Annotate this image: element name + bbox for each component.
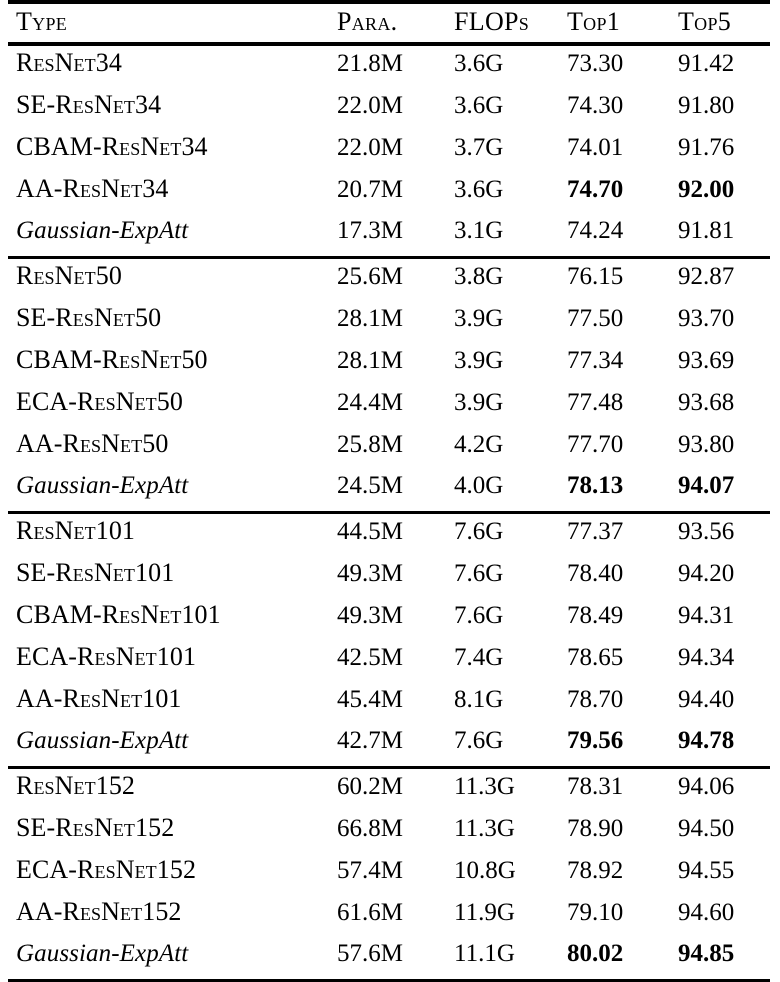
cell-top5: 92.00 bbox=[673, 172, 770, 214]
table-row bbox=[8, 769, 770, 812]
cell-top1: 78.90 bbox=[563, 811, 673, 853]
cell-top1: 77.70 bbox=[563, 427, 673, 469]
cell-type: Gaussian-ExpAtt bbox=[8, 937, 333, 981]
cell-top5: 94.06 bbox=[673, 769, 770, 812]
cell-flops: 7.6G bbox=[451, 724, 563, 767]
table-row bbox=[8, 937, 770, 981]
table-header-row bbox=[8, 4, 770, 44]
cell-flops: 7.4G bbox=[451, 640, 563, 682]
cell-flops: 7.6G bbox=[451, 556, 563, 598]
cell-top1: 78.49 bbox=[563, 598, 673, 640]
cell-top5: 91.76 bbox=[673, 130, 770, 172]
cell-para: 44.5M bbox=[333, 514, 451, 557]
cell-type: ResNet152 bbox=[8, 769, 333, 812]
cell-top1: 77.37 bbox=[563, 514, 673, 557]
cell-flops: 3.6G bbox=[451, 172, 563, 214]
cell-flops: 8.1G bbox=[451, 682, 563, 724]
cell-type: Gaussian-ExpAtt bbox=[8, 214, 333, 257]
cell-top5: 94.20 bbox=[673, 556, 770, 598]
cell-top1: 78.31 bbox=[563, 769, 673, 812]
cell-top5: 94.78 bbox=[673, 724, 770, 767]
cell-top5: 93.80 bbox=[673, 427, 770, 469]
table-row bbox=[8, 853, 770, 895]
cell-para: 22.0M bbox=[333, 88, 451, 130]
cell-para: 24.4M bbox=[333, 385, 451, 427]
cell-flops: 7.6G bbox=[451, 598, 563, 640]
table-row bbox=[8, 343, 770, 385]
table-row bbox=[8, 724, 770, 767]
cell-top1: 80.02 bbox=[563, 937, 673, 981]
cell-para: 20.7M bbox=[333, 172, 451, 214]
cell-para: 22.0M bbox=[333, 130, 451, 172]
cell-para: 42.5M bbox=[333, 640, 451, 682]
cell-para: 49.3M bbox=[333, 556, 451, 598]
cell-flops: 11.1G bbox=[451, 937, 563, 981]
cell-top5: 94.40 bbox=[673, 682, 770, 724]
cell-para: 60.2M bbox=[333, 769, 451, 812]
cell-flops: 3.7G bbox=[451, 130, 563, 172]
cell-top5: 94.50 bbox=[673, 811, 770, 853]
table-row bbox=[8, 811, 770, 853]
cell-type: AA-ResNet101 bbox=[8, 682, 333, 724]
cell-type: Gaussian-ExpAtt bbox=[8, 724, 333, 767]
cell-para: 49.3M bbox=[333, 598, 451, 640]
cell-flops: 3.1G bbox=[451, 214, 563, 257]
cell-flops: 3.6G bbox=[451, 46, 563, 89]
cell-top5: 91.80 bbox=[673, 88, 770, 130]
cell-para: 57.6M bbox=[333, 937, 451, 981]
cell-type: ECA-ResNet152 bbox=[8, 853, 333, 895]
table-row bbox=[8, 514, 770, 557]
table-row bbox=[8, 385, 770, 427]
cell-top1: 73.30 bbox=[563, 46, 673, 89]
table-row bbox=[8, 469, 770, 512]
cell-type: AA-ResNet50 bbox=[8, 427, 333, 469]
cell-top5: 93.68 bbox=[673, 385, 770, 427]
cell-top5: 94.31 bbox=[673, 598, 770, 640]
cell-top5: 94.55 bbox=[673, 853, 770, 895]
results-table bbox=[8, 0, 770, 982]
cell-para: 25.8M bbox=[333, 427, 451, 469]
cell-top1: 74.30 bbox=[563, 88, 673, 130]
table-row bbox=[8, 259, 770, 302]
cell-top5: 93.69 bbox=[673, 343, 770, 385]
cell-top1: 74.01 bbox=[563, 130, 673, 172]
column-header-flops: FLOPs bbox=[451, 4, 563, 44]
cell-type: SE-ResNet34 bbox=[8, 88, 333, 130]
cell-top5: 92.87 bbox=[673, 259, 770, 302]
cell-para: 17.3M bbox=[333, 214, 451, 257]
cell-para: 28.1M bbox=[333, 301, 451, 343]
cell-flops: 4.0G bbox=[451, 469, 563, 512]
cell-top1: 78.13 bbox=[563, 469, 673, 512]
cell-type: ResNet50 bbox=[8, 259, 333, 302]
cell-flops: 3.8G bbox=[451, 259, 563, 302]
cell-top1: 79.10 bbox=[563, 895, 673, 937]
cell-para: 28.1M bbox=[333, 343, 451, 385]
cell-top5: 94.34 bbox=[673, 640, 770, 682]
cell-top1: 78.65 bbox=[563, 640, 673, 682]
cell-top1: 77.48 bbox=[563, 385, 673, 427]
cell-type: CBAM-ResNet50 bbox=[8, 343, 333, 385]
table-row bbox=[8, 682, 770, 724]
table-row bbox=[8, 172, 770, 214]
cell-flops: 3.9G bbox=[451, 385, 563, 427]
cell-type: ResNet34 bbox=[8, 46, 333, 89]
cell-para: 57.4M bbox=[333, 853, 451, 895]
table-row bbox=[8, 46, 770, 89]
cell-para: 24.5M bbox=[333, 469, 451, 512]
table-row bbox=[8, 88, 770, 130]
cell-type: CBAM-ResNet34 bbox=[8, 130, 333, 172]
cell-flops: 7.6G bbox=[451, 514, 563, 557]
cell-type: CBAM-ResNet101 bbox=[8, 598, 333, 640]
cell-para: 45.4M bbox=[333, 682, 451, 724]
cell-top1: 77.34 bbox=[563, 343, 673, 385]
cell-type: SE-ResNet50 bbox=[8, 301, 333, 343]
table-row bbox=[8, 556, 770, 598]
column-header-type: Type bbox=[8, 4, 333, 44]
table-row bbox=[8, 640, 770, 682]
cell-para: 25.6M bbox=[333, 259, 451, 302]
cell-flops: 4.2G bbox=[451, 427, 563, 469]
cell-flops: 3.9G bbox=[451, 343, 563, 385]
cell-type: SE-ResNet152 bbox=[8, 811, 333, 853]
column-header-para: Para. bbox=[333, 4, 451, 44]
cell-type: ECA-ResNet50 bbox=[8, 385, 333, 427]
table-row bbox=[8, 427, 770, 469]
cell-top5: 94.85 bbox=[673, 937, 770, 981]
table-row bbox=[8, 895, 770, 937]
cell-type: SE-ResNet101 bbox=[8, 556, 333, 598]
cell-para: 42.7M bbox=[333, 724, 451, 767]
cell-top1: 76.15 bbox=[563, 259, 673, 302]
cell-type: Gaussian-ExpAtt bbox=[8, 469, 333, 512]
cell-flops: 11.3G bbox=[451, 811, 563, 853]
cell-flops: 3.9G bbox=[451, 301, 563, 343]
cell-para: 61.6M bbox=[333, 895, 451, 937]
cell-type: AA-ResNet152 bbox=[8, 895, 333, 937]
table-row bbox=[8, 214, 770, 257]
cell-flops: 3.6G bbox=[451, 88, 563, 130]
cell-top5: 94.07 bbox=[673, 469, 770, 512]
cell-top5: 93.56 bbox=[673, 514, 770, 557]
cell-top1: 77.50 bbox=[563, 301, 673, 343]
cell-top5: 91.81 bbox=[673, 214, 770, 257]
cell-para: 66.8M bbox=[333, 811, 451, 853]
cell-para: 21.8M bbox=[333, 46, 451, 89]
cell-top1: 74.70 bbox=[563, 172, 673, 214]
cell-top1: 78.92 bbox=[563, 853, 673, 895]
cell-type: ResNet101 bbox=[8, 514, 333, 557]
cell-top5: 91.42 bbox=[673, 46, 770, 89]
cell-top5: 94.60 bbox=[673, 895, 770, 937]
cell-top1: 74.24 bbox=[563, 214, 673, 257]
cell-top5: 93.70 bbox=[673, 301, 770, 343]
table-row bbox=[8, 301, 770, 343]
column-header-top1: Top1 bbox=[563, 4, 673, 44]
cell-top1: 78.40 bbox=[563, 556, 673, 598]
cell-type: AA-ResNet34 bbox=[8, 172, 333, 214]
column-header-top5: Top5 bbox=[673, 4, 770, 44]
cell-flops: 11.9G bbox=[451, 895, 563, 937]
table-row bbox=[8, 598, 770, 640]
table-row bbox=[8, 130, 770, 172]
cell-flops: 11.3G bbox=[451, 769, 563, 812]
cell-top1: 79.56 bbox=[563, 724, 673, 767]
cell-top1: 78.70 bbox=[563, 682, 673, 724]
cell-type: ECA-ResNet101 bbox=[8, 640, 333, 682]
cell-flops: 10.8G bbox=[451, 853, 563, 895]
